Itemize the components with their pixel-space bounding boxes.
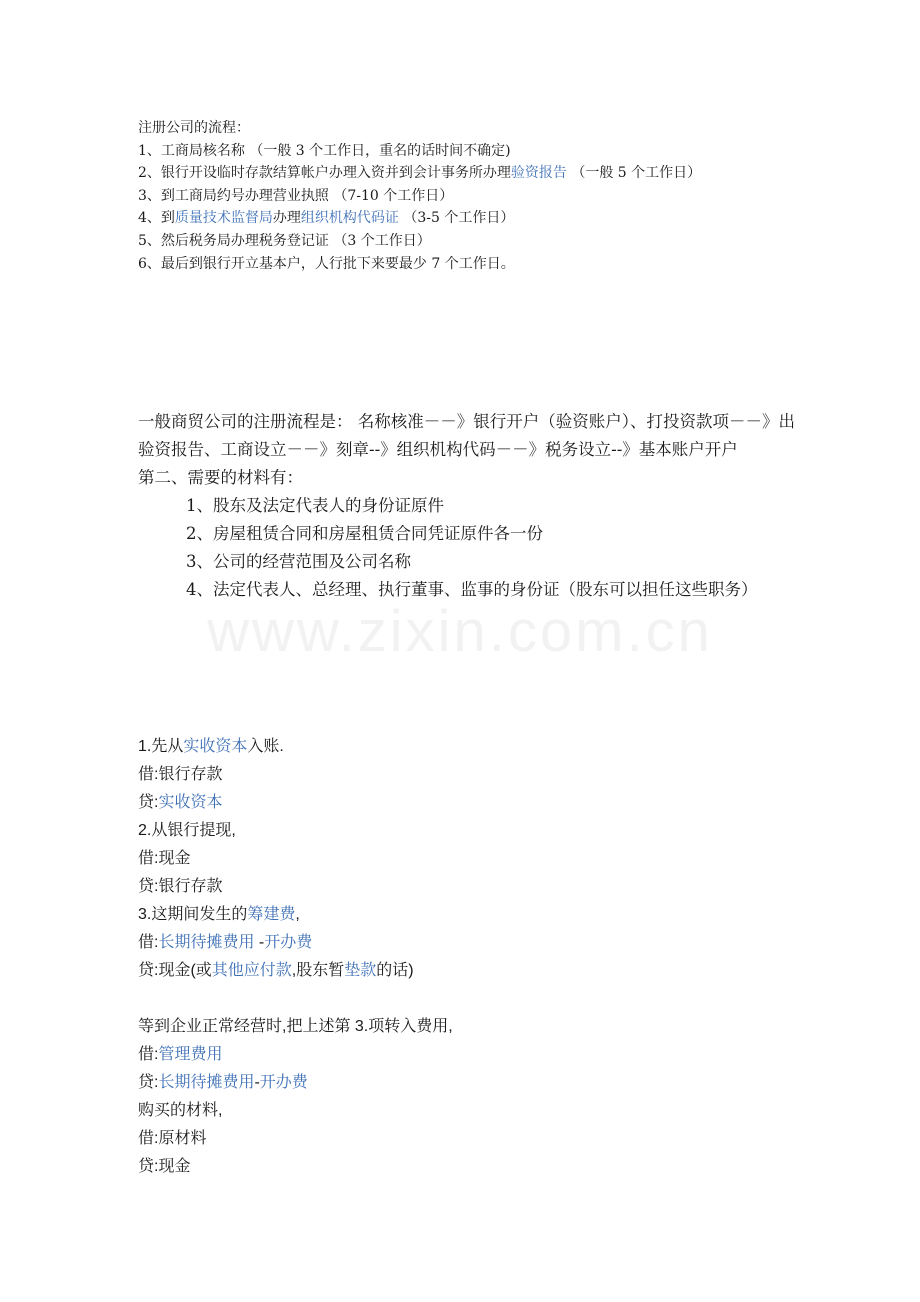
step-6: 6、最后到银行开立基本户，人行批下来要最少 7 个工作日。 bbox=[138, 255, 515, 272]
paid-in-capital-link[interactable]: 实收资本 bbox=[183, 738, 248, 755]
step-4 bbox=[138, 207, 701, 230]
watermark: www.zixin.com.cn bbox=[207, 599, 713, 664]
long-term-prepaid-expenses-link[interactable]: 长期待摊费用 bbox=[158, 934, 255, 951]
entry-line: 借:现金 bbox=[138, 850, 191, 867]
step-3: 3、到工商局约号办理营业执照 （7-10 个工作日） bbox=[138, 187, 454, 204]
entry-line: 贷:银行存款 bbox=[138, 878, 223, 895]
entry-text: 贷: bbox=[138, 794, 159, 811]
entry-line bbox=[138, 733, 453, 761]
entry-line: 2.从银行提现, bbox=[138, 822, 236, 839]
material-item: 3、公司的经营范围及公司名称 bbox=[186, 552, 411, 571]
entry-text: 3.这期间发生的 bbox=[138, 906, 248, 923]
entry-line bbox=[138, 789, 453, 817]
material-item: 1、股东及法定代表人的身份证原件 bbox=[186, 496, 444, 515]
entry-line bbox=[138, 957, 453, 985]
long-term-prepaid-expenses-link[interactable]: 长期待摊费用 bbox=[158, 1074, 255, 1091]
step-4-duration: （3-5 个工作日） bbox=[398, 210, 515, 227]
step-2-duration: （一般 5 个工作日） bbox=[566, 165, 702, 182]
entry-text: 入账. bbox=[247, 738, 284, 755]
entry-line bbox=[138, 929, 453, 957]
administrative-expenses-link[interactable]: 管理费用 bbox=[158, 1046, 223, 1063]
entry-text: 贷:现金(或 bbox=[138, 962, 212, 979]
step-2 bbox=[138, 162, 701, 185]
trading-company-section bbox=[138, 408, 798, 604]
registration-steps-section bbox=[138, 117, 701, 275]
entry-text: ,股东暂 bbox=[291, 962, 345, 979]
entry-line bbox=[138, 901, 453, 929]
entry-line: 等到企业正常经营时,把上述第 3.项转入费用, bbox=[138, 1018, 453, 1035]
entry-text: - bbox=[254, 1074, 260, 1091]
entry-line bbox=[138, 1069, 453, 1097]
entry-line: 贷:现金 bbox=[138, 1158, 191, 1175]
entry-line: 借:原材料 bbox=[138, 1130, 207, 1147]
entry-text: 1.先从 bbox=[138, 738, 184, 755]
entry-text: - bbox=[254, 934, 265, 951]
entry-line: 购买的材料, bbox=[138, 1102, 223, 1119]
quality-supervision-bureau-link[interactable]: 质量技术监督局 bbox=[174, 210, 273, 227]
entry-line bbox=[138, 1041, 453, 1069]
materials-title: 第二、需要的材料有： bbox=[138, 468, 303, 487]
step-4-mid: 办理 bbox=[272, 210, 301, 227]
material-item: 2、房屋租赁合同和房屋租赁合同凭证原件各一份 bbox=[186, 524, 543, 543]
other-payables-link[interactable]: 其他应付款 bbox=[211, 962, 292, 979]
section-title: 注册公司的流程： bbox=[138, 120, 250, 136]
capital-verification-report-link[interactable]: 验资报告 bbox=[510, 165, 567, 182]
step-1: 1、工商局核名称 （一般 3 个工作日，重名的话时间不确定) bbox=[138, 142, 511, 159]
step-4-text: 4、到 bbox=[138, 210, 175, 227]
organization-code-certificate-link[interactable]: 组织机构代码证 bbox=[300, 210, 399, 227]
start-up-costs-link[interactable]: 开办费 bbox=[259, 1074, 308, 1091]
entry-line: 借:银行存款 bbox=[138, 766, 223, 783]
entry-text: 的话) bbox=[376, 962, 414, 979]
entry-text: 借: bbox=[138, 1046, 159, 1063]
step-5: 5、然后税务局办理税务登记证 （3 个工作日） bbox=[138, 232, 431, 249]
entry-text: , bbox=[295, 906, 300, 923]
entry-text: 贷: bbox=[138, 1074, 159, 1091]
entry-text: 借: bbox=[138, 934, 159, 951]
advance-payment-link[interactable]: 垫款 bbox=[344, 962, 377, 979]
start-up-costs-link[interactable]: 开办费 bbox=[264, 934, 313, 951]
preparation-cost-link[interactable]: 筹建费 bbox=[247, 906, 296, 923]
accounting-entries-section bbox=[138, 733, 453, 1181]
paid-in-capital-link[interactable]: 实收资本 bbox=[158, 794, 223, 811]
material-item: 4、法定代表人、总经理、执行董事、监事的身份证（股东可以担任这些职务） bbox=[186, 580, 758, 599]
spacer bbox=[138, 985, 453, 1013]
registration-flow: 一般商贸公司的注册流程是： 名称核准－－》银行开户（验资账户）、打投资款项－－》出验资报告、工商设立－－》刻章--》组织机构代码－－》税务设立--》基本账户开户 bbox=[138, 412, 795, 459]
step-2-text: 2、银行开设临时存款结算帐户办理入资并到会计事务所办理 bbox=[138, 165, 511, 182]
